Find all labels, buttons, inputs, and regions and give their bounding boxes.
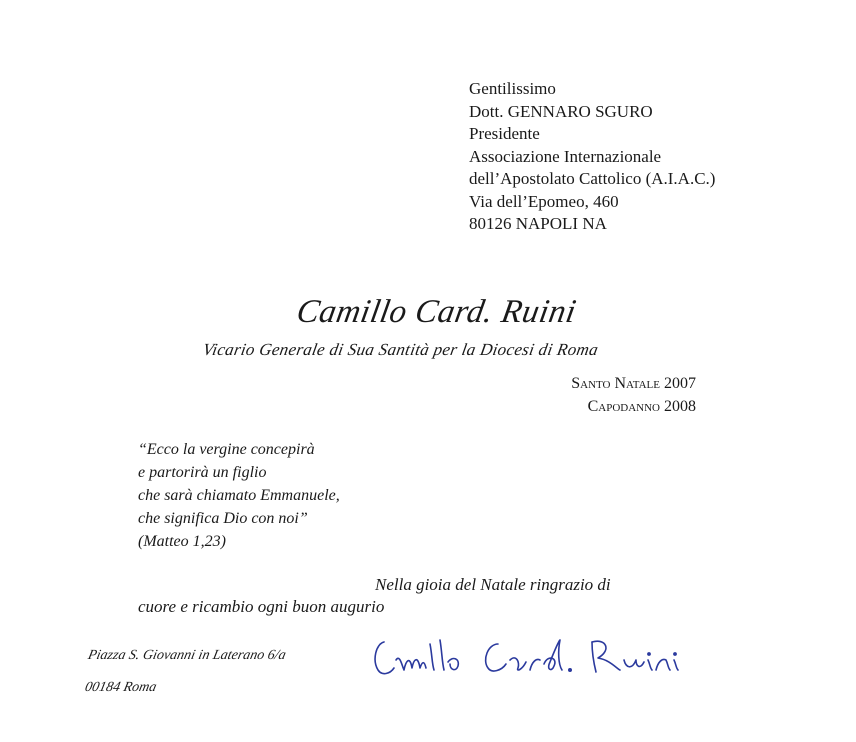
recipient-street: Via dell’Epomeo, 460 [469,191,619,211]
handwritten-signature [370,630,700,680]
recipient-organization-line2: dell’Apostolato Cattolico (A.I.A.C.) [469,169,716,188]
quote-line: che sarà chiamato Emmanuele, [138,487,340,504]
quote-line: “Ecco la vergine concepirà [138,441,315,458]
recipient-city: 80126 NAPOLI NA [469,214,607,233]
quote-reference: (Matteo 1,23) [138,533,226,550]
scripture-quote [138,438,340,553]
footer-city: 00184 Roma [83,680,158,695]
occasion-block [571,372,696,418]
quote-line: e partorirà un figlio [138,464,267,481]
recipient-salutation: Gentilissimo [469,79,556,98]
quote-line: che significa Dio con noi” [138,510,308,527]
occasion-christmas: Santo Natale 2007 [571,375,696,392]
footer-street: Piazza S. Giovanni in Laterano 6/a [86,648,288,663]
recipient-role: Presidente [469,124,540,143]
message-line-1: Nella gioia del Natale ringrazio di [375,575,611,594]
letterhead-name: Camillo Card. Ruini [293,294,579,330]
occasion-new-year: Capodanno 2008 [587,398,696,415]
message-line-2: cuore e ricambio ogni buon augurio [138,597,385,616]
recipient-address [469,78,715,236]
recipient-name: Dott. GENNARO SGURO [469,101,653,121]
recipient-organization-line1: Associazione Internazionale [469,146,662,166]
letterhead-title: Vicario Generale di Sua Santità per la Diocesi di Roma [201,340,600,359]
